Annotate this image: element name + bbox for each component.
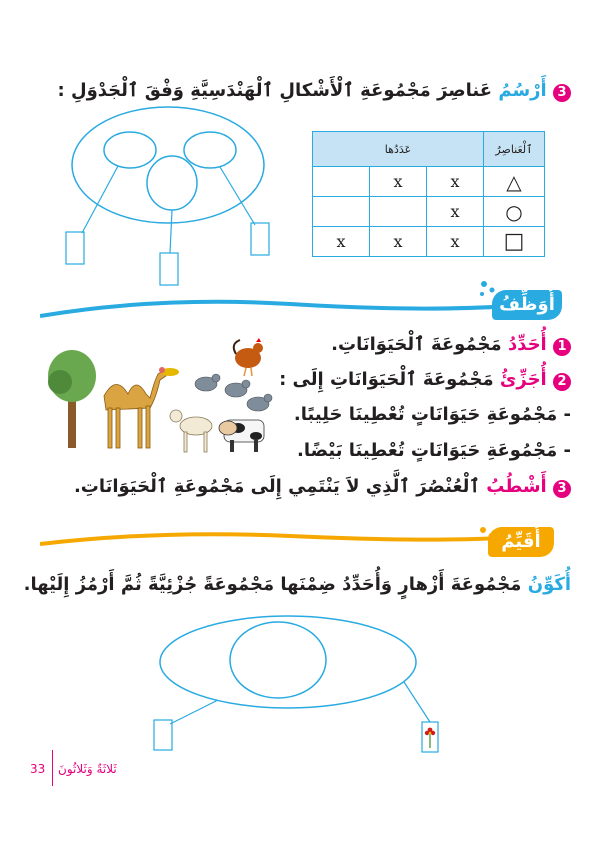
animals-illustration — [46, 336, 276, 456]
answer-box-middle — [160, 253, 178, 285]
table-row — [313, 197, 545, 227]
exercise-verb: أَرْسُمُ — [498, 80, 547, 101]
apply-section-title: أُوَظِّفُ — [492, 290, 562, 320]
item-number-badge: 1 — [553, 338, 571, 356]
evaluate-section-title: أُقَيِّمُ — [488, 527, 554, 557]
square-icon: □ — [484, 227, 545, 257]
table-cell — [370, 197, 427, 227]
evaluate-verb: أُكَوِّنُ — [527, 574, 571, 595]
table-header-row — [313, 132, 545, 167]
apply-item-3 — [74, 476, 571, 498]
item-verb: أُحَدِّدُ — [507, 334, 547, 355]
apply-item-2 — [279, 369, 571, 391]
flowers-outer-ellipse — [160, 616, 416, 708]
table-cell: x — [313, 227, 370, 257]
subset-left-oval — [104, 132, 156, 168]
page-number-words: ثَلاثَةٌ وَثَلاثُونَ — [58, 762, 117, 776]
item-verb: أَشْطُبُ — [486, 476, 547, 497]
item-verb: أُجَزِّئُ — [499, 369, 547, 390]
item-text: ٱلْعُنْصُرَ ٱلَّذِي لاَ يَنْتَمِي إِلَى مَجْمُوعَةِ ٱلْحَيَوَانَاتِ. — [73, 476, 480, 497]
header-count: عَدَدُها — [313, 132, 484, 167]
triangle-icon: △ — [484, 167, 545, 197]
elements-table — [312, 131, 545, 257]
tree-icon — [48, 350, 96, 448]
cow-icon — [219, 420, 264, 452]
circle-icon: ○ — [484, 197, 545, 227]
footer-divider — [52, 750, 53, 786]
answer-box-left — [66, 232, 84, 264]
apply-item-1 — [331, 334, 571, 356]
apply-sub-item-milk: - مَجْمُوعَةِ حَيَوَانَاتٍ تُعْطِينَا حَلِيبًا. — [293, 404, 571, 425]
apply-sub-item-eggs: - مَجْمُوعَةِ حَيَوَانَاتٍ تُعْطِينَا بَيْضًا. — [297, 440, 571, 461]
outer-set-ellipse — [72, 107, 264, 223]
exercise-instruction: عَناصِرَ مَجْمُوعَةِ ٱلْأَشْكالِ ٱلْهَنْدَسِيَّةِ وَفْقَ ٱلْجَدْوَلِ : — [57, 80, 493, 101]
header-elements: ٱلْعَناصِرُ — [484, 132, 545, 167]
sets-diagram — [60, 105, 280, 290]
item-number-badge: 2 — [553, 373, 571, 391]
item-number-badge: 3 — [553, 480, 571, 498]
item-text: مَجْمُوعَةَ ٱلْحَيَوَانَاتِ إِلَى : — [279, 369, 494, 390]
table-cell: x — [370, 167, 427, 197]
rooster-icon — [234, 338, 263, 376]
flowers-set-diagram — [148, 612, 448, 757]
answer-box-subset — [154, 720, 172, 750]
table-cell: x — [427, 197, 484, 227]
flowers-subset-ellipse — [230, 622, 326, 698]
pigeon-icon — [195, 374, 272, 411]
table-row — [313, 227, 545, 257]
table-cell — [313, 167, 370, 197]
evaluate-text: مَجْمُوعَةَ أَزْهارٍ وَأُحَدِّدُ ضِمْنَها مَجْمُوعَةً جُزْئِيَّةً ثُمَّ أَرْمُزُ إِلَيْها. — [23, 574, 522, 595]
exercise-3-heading — [58, 80, 571, 102]
table-cell — [313, 197, 370, 227]
answer-box-right — [251, 223, 269, 255]
apply-section-wave — [40, 294, 510, 324]
table-cell: x — [370, 227, 427, 257]
exercise-number-badge: 3 — [553, 84, 571, 102]
subset-right-oval — [184, 132, 236, 168]
subset-middle-oval — [147, 156, 197, 210]
page-number: 33 — [30, 762, 46, 776]
goat-icon — [170, 410, 212, 452]
evaluate-section-wave — [40, 524, 500, 554]
table-cell: x — [427, 227, 484, 257]
evaluate-instruction — [24, 574, 571, 595]
flower-icon — [425, 728, 435, 748]
table-row — [313, 167, 545, 197]
table-cell: x — [427, 167, 484, 197]
item-text: مَجْمُوعَةَ ٱلْحَيَوَانَاتِ. — [331, 334, 502, 355]
camel-icon — [104, 370, 166, 448]
